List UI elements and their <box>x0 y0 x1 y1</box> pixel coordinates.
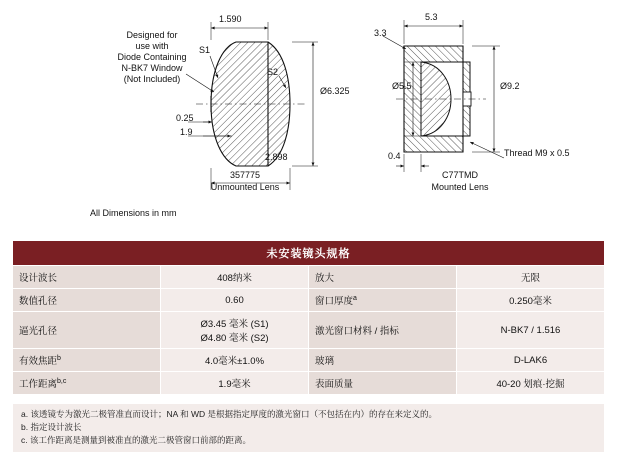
row-value-window-thickness: 0.250毫米 <box>457 289 605 312</box>
callout-line-5: (Not Included) <box>123 74 181 84</box>
table-footnotes <box>12 403 605 453</box>
table-row <box>13 289 605 312</box>
callout-line-1: Designed for <box>126 30 178 40</box>
label-s1: S1 <box>199 45 211 55</box>
row-key-window-thickness-sup: a <box>353 294 357 302</box>
caption-mounted <box>390 170 530 193</box>
dim-top-left: 1.590 <box>219 14 242 24</box>
label-s2: S2 <box>267 67 279 77</box>
row-key-design-wavelength: 设计波长 <box>13 266 161 289</box>
caption-unmounted-part: 357775 <box>229 170 261 180</box>
dim-bottom-2898: 2.898 <box>265 152 288 162</box>
table-row <box>13 372 605 395</box>
dim-top-right: 5.3 <box>425 12 438 22</box>
dim-left-025: 0.25 <box>176 113 194 123</box>
dim-04: 0.4 <box>388 151 401 161</box>
footnote-b: b. 指定设计波长 <box>21 422 82 432</box>
row-value-numerical-aperture: 0.60 <box>161 289 309 312</box>
row-value-efl: 4.0毫米±1.0% <box>161 349 309 372</box>
row-key-glass: 玻璃 <box>309 349 457 372</box>
footnote-c: c. 该工作距离是测量到被准直的激光二极管窗口前部的距离。 <box>21 435 251 445</box>
table-row <box>13 312 605 349</box>
units-note: All Dimensions in mm <box>90 208 177 218</box>
table-header-row <box>13 241 605 266</box>
spec-table-title: 未安装镜头规格 <box>13 241 605 266</box>
caption-unmounted <box>175 170 315 193</box>
caption-mounted-part: C77TMD <box>441 170 478 180</box>
row-key-efl-sup: b <box>57 354 61 362</box>
row-value-clear-aperture <box>161 312 309 349</box>
callout-designed-for <box>104 30 200 85</box>
callout-line-4: N-BK7 Window <box>121 63 183 73</box>
row-key-working-distance <box>13 372 161 395</box>
label-thread: Thread M9 x 0.5 <box>504 148 570 158</box>
caption-unmounted-desc: Unmounted Lens <box>210 181 280 192</box>
table-row <box>13 266 605 289</box>
row-value-design-wavelength: 408纳米 <box>161 266 309 289</box>
dim-33: 3.3 <box>374 28 387 38</box>
clear-aperture-s1: Ø3.45 毫米 (S1) <box>200 319 269 330</box>
row-value-working-distance: 1.9毫米 <box>161 372 309 395</box>
row-key-working-distance-sup: b,c <box>57 377 67 385</box>
row-key-efl <box>13 349 161 372</box>
row-key-clear-aperture: 逼光孔径 <box>13 312 161 349</box>
row-key-efl-text: 有效焦距 <box>19 356 58 367</box>
spec-table-wrapper <box>12 240 605 395</box>
callout-line-2: use with <box>135 41 169 51</box>
row-key-magnification: 放大 <box>309 266 457 289</box>
row-value-window-material: N-BK7 / 1.516 <box>457 312 605 349</box>
footnote-a: a. 该透镜专为激光二极管准直而设计；NA 和 WD 是根据指定厚度的激光窗口（不包括在内）的存在来定义的。 <box>21 409 438 419</box>
row-value-glass: D-LAK6 <box>457 349 605 372</box>
row-key-window-material: 激光窗口材料 / 指标 <box>309 312 457 349</box>
row-key-numerical-aperture: 数值孔径 <box>13 289 161 312</box>
dim-diameter-unmounted: Ø6.325 <box>320 86 350 96</box>
row-value-magnification: 无限 <box>457 266 605 289</box>
table-row <box>13 349 605 372</box>
clear-aperture-s2: Ø4.80 毫米 (S2) <box>200 333 269 344</box>
row-key-window-thickness-text: 窗口厚度 <box>315 296 354 307</box>
dim-left-19: 1.9 <box>180 127 193 137</box>
row-key-working-distance-text: 工作距离 <box>19 379 58 390</box>
caption-mounted-desc: Mounted Lens <box>431 181 489 192</box>
spec-table <box>12 240 605 395</box>
row-key-surface-quality: 表面质量 <box>309 372 457 395</box>
dim-outer-92: Ø9.2 <box>500 81 520 91</box>
dim-inner-55: Ø5.5 <box>392 81 412 91</box>
row-value-surface-quality: 40-20 划痕·挖掘 <box>457 372 605 395</box>
callout-line-3: Diode Containing <box>117 52 187 62</box>
row-key-window-thickness <box>309 289 457 312</box>
